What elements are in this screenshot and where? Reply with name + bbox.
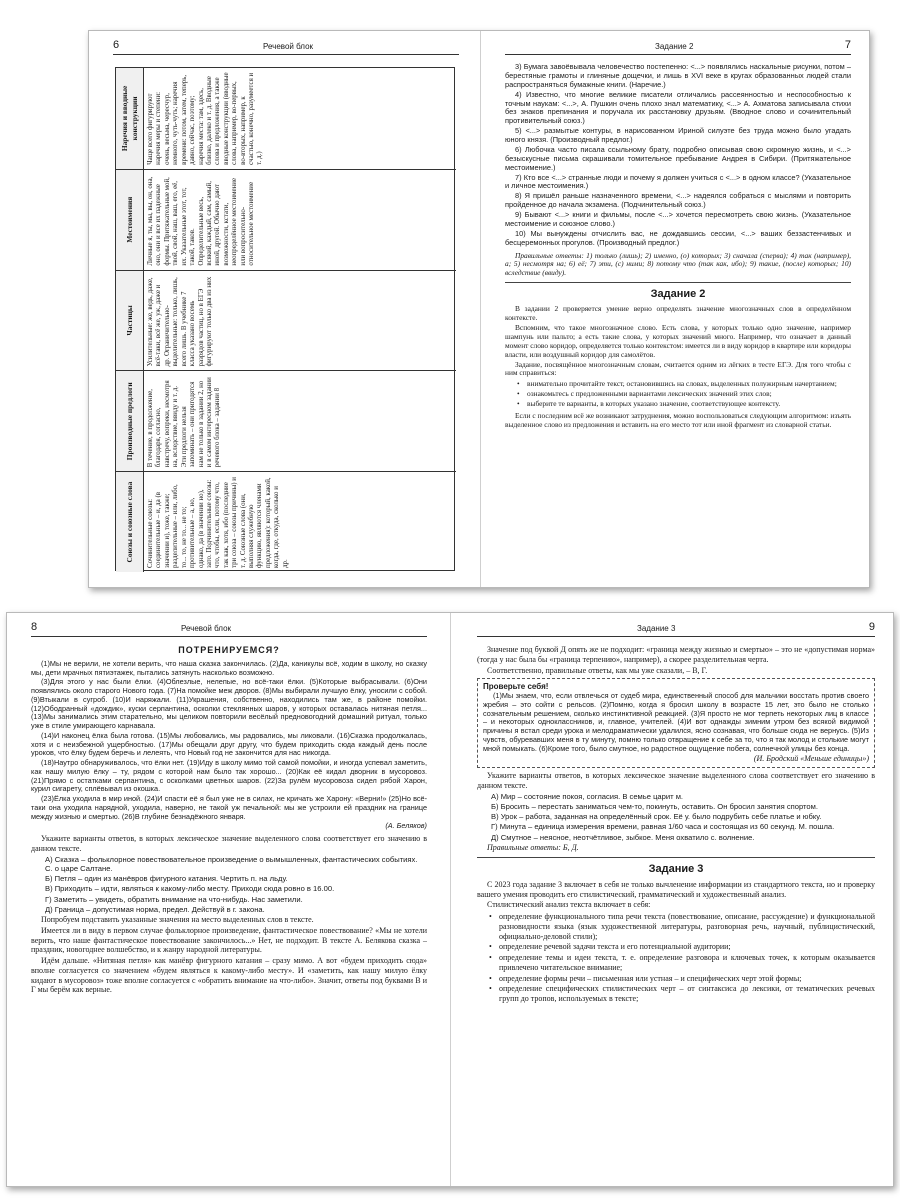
table-column [116,270,456,371]
page-6 [89,31,479,587]
table-header: Производные предлоги [116,371,144,471]
book-spread-top [88,30,870,588]
list-item: • определение функционального типа речи текста (повествование, описание, рассуждение) и функциональной разновидности языка (язык художественной литературы, разговорная речь, научный, публицистический, официально-деловой стили); [489,912,875,941]
paragraph: В задании 2 проверяется умение верно определять значение многозначных слов в определённом контексте. [505,304,851,323]
table-column [116,68,456,169]
paragraph: (14)И наконец ёлка была готова. (15)Мы любовались, мы радовались, мы ликовали. (16)Сказка продолжалась, хотя и с неизбежной ущербностью. (17)Мы обещали друг другу, что будем приходить сюда каждый день после уроков, что ёлку будем беречь и лелеять, что Новый год не закончится для нас никогда. [31,730,427,758]
paragraph: (1)Мы не верили, не хотели верить, что наша сказка закончилась. (2)Да, каникулы всё, ходим в школу, но сказку мы, дети мрачных пятиэтажек, пытались затянуть насколько возможно. [31,658,427,677]
option-item: А) Сказка – фольклорное повествовательное произведение о вымышленных, фантастических событиях. С. о царе Салтане. [45,854,418,873]
task-text: Укажите варианты ответов, в которых лексическое значение выделенного слова соответствует его значению в данном тексте. [31,834,427,853]
task-text: Укажите варианты ответов, в которых лексическое значение выделенного слова соответствует его значению в данном тексте. [477,771,875,790]
book-spread-bottom [6,612,894,1187]
running-title: Речевой блок [263,42,314,51]
paragraph: Если с последним всё же возникают затруднения, можно воспользоваться следующим алгоритмом: изъять выделенное слово из предложения и вставить на его место тот или иной фрагмент из словарной статьи. [505,410,851,429]
reading-text [31,660,427,831]
page-number: 9 [868,621,875,633]
page-header [505,41,851,55]
answer-options [477,792,875,842]
paragraph: Попробуем подставить указанные значения на место выделенных слов в тексте. [41,915,314,925]
paragraph: Вспомним, что такое многозначное слово. Есть слова, у которых только одно значение, например шампунь или пальто; а есть такие слова, у которых значений много. Например, что означает в данный момент слово коридор, определяется только контекстом: имеется ли в виду коридор в квартире или коридоры власти, или воздушный коридор для самолётов. [505,323,851,359]
option-item: Б) Петля – один из манёвров фигурного катания. Чертить п. на льду. [45,874,288,884]
page-number: 8 [31,621,38,633]
page-body [477,645,875,1178]
table-cell: Чаще всего фигурируют наречия меры и степени: очень, весьма, чересчур, немного, чуть-чуть; наречия времени: потом, затем, теперь, давно, сейчас, поэтому; наречия места: там, здесь, близко, далеко и т. д. Вводные слова и предложения, а также вводные конструкции (вводные слова, например, во-первых, во-вторых, например, к счастью, конечно, разумеется и т. д.) [147,72,264,165]
list-item: • ознакомьтесь с предложенными вариантами лексических значений этих слов; [517,390,851,399]
table-header: Союзы и союзные слова [116,472,144,572]
divider [505,282,851,283]
paragraph: Значение под буквой Д опять же не подходит: «граница между жизнью и смертью» – это не «допустимая норма» (тогда у нас была бы «граница терпению», например), а скорее разделительная черта. [477,645,875,664]
table-header: Местоимения [116,170,144,270]
author-credit: (А. Беляков) [385,821,427,831]
list-item: • выберите те варианты, в которых указано значение, соответствующее контексту. [517,400,851,409]
exercise-item: 10) Мы вынуждены отчислить вас, не дождавшись сессии, <...> ваших беззастенчивых и бесцеремонных прогулов. (Производный предлог.) [505,228,851,247]
check-title: Проверьте себя! [483,682,549,692]
gutter [450,613,451,1186]
rotated-table [115,67,455,571]
answer-options [31,855,427,915]
table-column [116,471,456,572]
option-item: А) Мир – состояние покоя, согласия. В семье царит м. [491,791,684,801]
page-number: 6 [113,39,120,51]
bullet-list [517,380,851,409]
paragraph: (3)Для этого у нас были ёлки. (4)Облезлые, нелепые, но всё-таки ёлки. (5)Которые выбрасывали. (6)Они появлялись около старого Нового года. (7)На помойке меж дворов. (8)Мы выбирали лучшую ёлку, уносили с собой. (9)Втыкали в сугроб. (10)И наряжали. (11)Украшения, собственно, находились там же, в районе помойки. (12)Ободранный «дождик», куски серпантина, осколки стеклянных шаров, у которых оставалась нитяная петля... (13)Мы занимались этим старательно, мы целиком повторили весёлый предновогодний домашний ритуал, только уже в стиле умирающего карнавала. [31,677,427,731]
page-number: 7 [844,39,851,51]
table-header: Частицы [116,271,144,371]
page-body [505,63,851,579]
option-item: В) Урок – работа, заданная на определённый срок. Её у. было подрубить себе платье и юбку. [491,812,822,821]
section-title: Задание 2 [650,288,706,301]
exercise-item: 6) Любочка часто писала ссыльному брату, подробно описывая свою скромную жизнь, и <...> безыскусные письма скрашивали томительное пребывание Андрея в Сибири. (Притяжательное местоимение.) [505,144,851,172]
option-item: Г) Заметить – увидеть, обратить внимание на что-нибудь. Нас заметили. [45,894,303,904]
table-cell: Усилительные: же, ведь, даже, всё-таки, всё же, уж, даже и др. Ограничительно-выделительные: только, лишь, всего лишь. В учебнике 7 класса указано восемь разрядов частиц, но в ЕГЭ фигурируют только два из них [147,276,213,367]
exercise-item: 4) Известно, что многие великие писатели отличались рассеянностью и неспособностью к точным наукам: <...>, А. Пушкин очень плохо знал математику, <...> А. Ахматова записывала стихи без знаков препинания и поручала их расстановку друзьям. (Вводное слово и сочинительный противительный союз.) [505,89,851,126]
exercise-item: 5) <...> размытые контуры, в нарисованном Ириной силуэте без труда можно было угадать юного князя. (Производный предлог.) [505,126,851,144]
running-title: Речевой блок [181,624,232,633]
paragraph: С 2023 года задание 3 включает в себя не только вычленение информации из стандартного текста, но и проверку вашего умения проводить его стилистический, грамматический и художественный анализ. [477,879,875,899]
divider [477,857,875,858]
page-header [113,41,459,55]
option-item: В) Приходить – идти, являться к какому-либо месту. Приходи сюда ровно в 16.00. [45,884,335,894]
page-7 [481,31,870,587]
table-cell: Личные я, ты, мы, вы, он, она, оно, они и все их падежные формы. Притяжательные мой, твой, свой, наш, ваш, его, её, их. Указательные этот, тот, такой, таков. Определительные весь, всякий, каждый, сам, самый, иной, другой. Обычно дают возможности, кстати, неопределённое местоимение или вопросительно-относительное местоимение [147,176,256,266]
paragraph: Соответственно, правильные ответы, как мы уже сказали, – В, Г. [487,665,708,675]
exercise-item: 3) Бумага завоёвывала человечество постепенно: <...> появлялись наскальные рисунки, потом – берестяные грамоты и глиняные дощечки, и лишь в XVI веке в кругах образованных людей стали распространяться бумажные книги. (Наречие.) [505,63,851,89]
running-title: Задание 3 [637,624,676,633]
table-cell: Сочинительные союзы: соединительные – и, да (в значении и), тоже, также; разделительные – или, либо, то... то, не то... не то; противительные – а, но, однако, да (в значении но), зато. Подчинительные союзы: что, чтобы, если, потому что, так как, хотя, ибо (последние три союза – союзы причины) и т. д. Союзные слова (они, выполняя служебную функцию, являются членами предложения): который, какой, когда, где, откуда, сколько и др. [147,477,289,568]
page-8 [7,613,447,1186]
paragraph: Имеется ли в виду в первом случае фольклорное произведение, фантастическое повествование? «Мы не хотели верить, что наше фантастическое повествование закончилось...» Нет, не подходит. В тексте А. Белякова сказка – праздник, новогоднее волшебство, и к жанру народной литературы. [31,925,427,955]
paragraph: Задание, посвящённое многозначным словам, считается одним из лёгких в тесте ЕГЭ. Для того чтобы с ним справиться: [505,359,851,378]
correct-answers: Правильные ответы: Б, Д. [487,842,579,852]
author-credit: (И. Бродский «Меньше единицы») [753,754,869,764]
section-title: Задание 3 [648,862,704,875]
exercise-item: 7) Кто все <...> странные люди и почему я должен учиться с <...> в одном классе? (Указательное и личное местоимения.) [505,172,851,191]
option-item: Д) Смутное – неясное, неотчётливое, зыбкое. Меня охватило с. волнение. [491,832,755,842]
exercise-item: 8) Я пришёл раньше назначенного времени, <...> надеялся собраться с мыслями и повторить пройденное до начала экзамена. (Подчинительный союз.) [505,191,851,210]
list-item: • внимательно прочитайте текст, остановившись на словах, выделенных полужирным начертанием; [517,380,851,389]
list-item: • определение специфических стилистических черт – от синтаксиса до лексики, от тематических речевых групп до тропов, используемых в тексте; [489,984,875,1004]
section-title: ПОТРЕНИРУЕМСЯ? [178,645,280,655]
list-item: • определение речевой задачи текста и его потенциальной аудитории; [489,942,875,952]
table-column [116,169,456,270]
table-column [116,370,456,471]
bullet-list [489,912,875,1004]
list-item: • определение формы речи – письменная или устная – и специфических черт этой формы; [489,974,875,984]
paragraph: (23)Ёлка уходила в мир иной. (24)И спасти её я был уже не в силах, не кричать же Харону: «Верни!» (25)Но всё-таки она уходила нарядной, уходила, наверно, не такой уж печальной: мы же устроили ей праздник на границе между жизнью и смертью. (26)В глубине безнадёжного января. [31,794,427,821]
exercise-item: 9) Бывают <...> книги и фильмы, после <...> хочется пересмотреть свою жизнь. (Указательное местоимение и союзное слово.) [505,210,851,228]
page-9 [453,613,894,1186]
paragraph: Стилистический анализ текста включает в себя: [487,900,651,910]
check-yourself-box [477,678,875,768]
option-item: Д) Граница – допустимая норма, предел. Действуй в г. закона. [45,904,265,914]
table-cell: В течение, в продолжение, благодаря, согласно, навстречу, вопреки, несмотря на, вследствие, ввиду и т. д. Эти предлоги нельзя запоминать – они пригодятся нам не только в задании 2, но и в самом интересном задании речевого блока – задании 8 [147,377,222,468]
paragraph: Идём дальше. «Нитяная петля» как манёвр фигурного катания – сразу мимо. А вот «будем приходить сюда» вполне согласуется со значением «будем являться к какому-либо месту». И «заметить, как нашу милую ёлку кидают в мусоровоз» тоже вполне согласуется с «обратить внимание на что-либо». Значит, ответы под буквами В и Г мы берём как верные. [31,956,427,995]
option-item: Б) Бросить – перестать заниматься чем-то, покинуть, оставить. Он бросил занятия спортом. [491,801,818,811]
running-title: Задание 2 [655,42,694,51]
page-header [31,623,427,637]
table-header: Наречия и вводные конструкции [116,68,144,169]
page-body [31,645,427,1178]
option-item: Г) Минута – единица измерения времени, равная 1/60 часа и состоящая из 60 секунд. М. пошла. [491,822,835,832]
check-text: (1)Мы знаем, что, если отвлечься от судеб мира, единственный способ для мальчики восстать против своего жребия – это сойти с рельсов. (2)Помню, когда я бросил школу в возрасте 15 лет, это было не столько сознательным решением, сколько инстинктивной реакцией. (3)Я просто не мог терпеть некоторых лиц в классе – и некоторых одноклассников, и, главное, учителей. (4)И вот однажды зимним утром без всякой видимой причины я встал среди урока и мелодраматически удалился, ясно сознавая, что больше сюда не вернусь. (5)Из чувств, обуревавших меня в ту минуту, помню только отвращение к себе за то, что я так молод и столькие могут мной помыкать. (6)Кроме того, было смутное, но радостное ощущение побега, солнечной улицы без конца. [483,691,869,753]
page-header [477,623,875,637]
paragraph: (18)Наутро обнаруживалось, что ёлки нет. (19)Иду в школу мимо той самой помойки, и иногда успевал заметить, как нашу милую ёлку – ту, рядом с которой нам было так хорошо... (20)Как её кидал дворник в мусоровоз. (21)Прямо с остатками серпантина, с осколками цветных шаров. (22)За рулём мусоровоза сидел рябой Харон, курил сигарету, сплёвывал из окошка. [31,758,427,794]
correct-answers: Правильные ответы: 1) только (лишь); 2) именно, (о) которых; 3) сначала (сперва); 4) так (например), а; 5) несмотря на; 6) её; 7) эти, (с) ними; 8) потому что (так как, ибо); 9) такие, (после) которых; 10) вследствие (ввиду). [505,250,851,278]
list-item: • определение темы и идеи текста, т. е. определение разговора и ключевых точек, к которым оказывается привлечено читательское внимание; [489,953,875,973]
